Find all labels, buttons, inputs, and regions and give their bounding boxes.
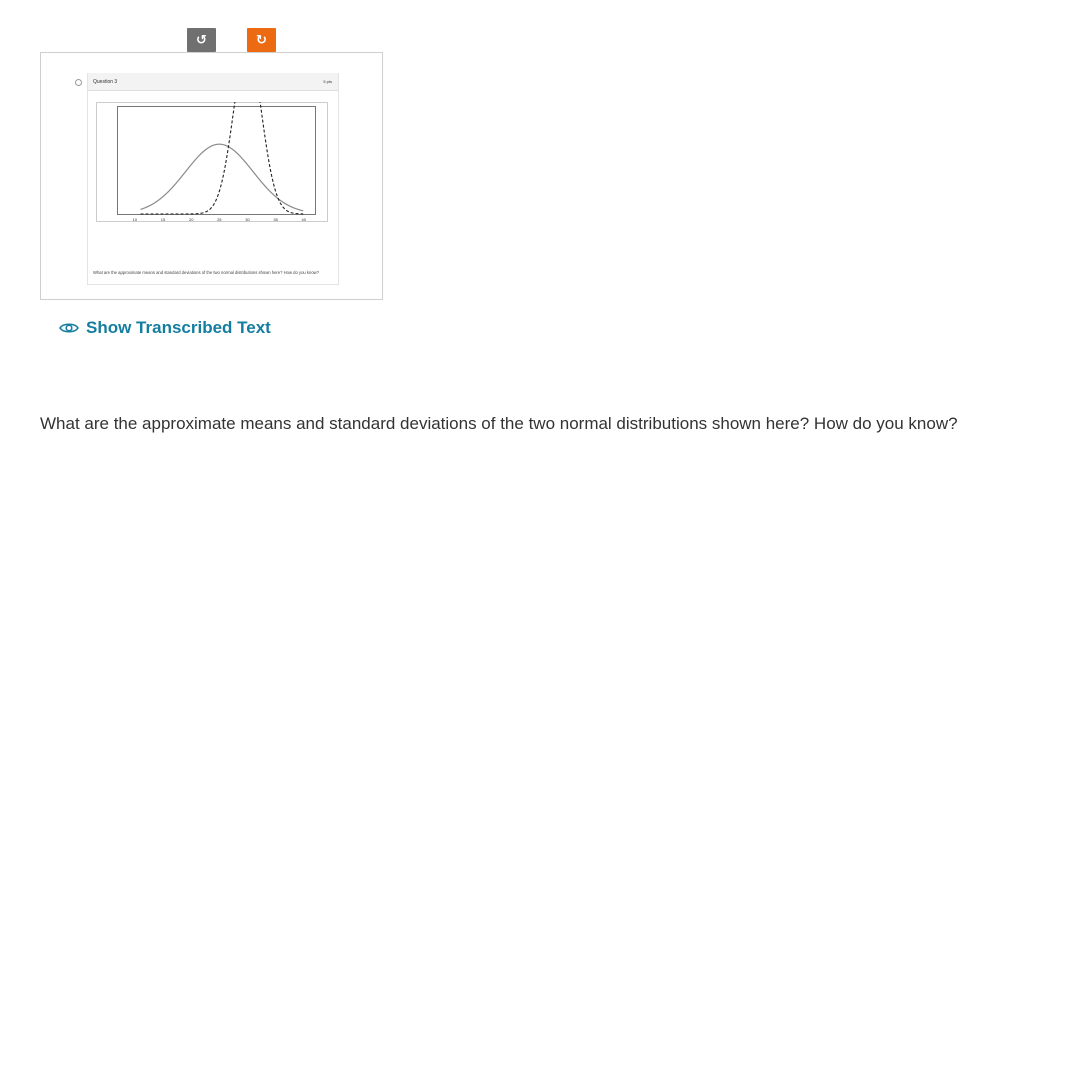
- normal-distribution-chart: [96, 102, 328, 222]
- x-tick-label: 40: [301, 217, 306, 222]
- question-card: [87, 73, 339, 285]
- question-radio-icon: [75, 79, 82, 86]
- question-header: [88, 73, 338, 91]
- rotate-clockwise-icon: ↻: [256, 32, 267, 48]
- question-points: 5 pts: [323, 79, 332, 84]
- x-tick-label: 30: [245, 217, 250, 222]
- rotate-right-button[interactable]: [247, 28, 276, 52]
- x-tick-label: 10: [132, 217, 138, 222]
- rotate-left-button[interactable]: [187, 28, 216, 52]
- eye-icon: [59, 321, 79, 335]
- show-transcribed-text-label: Show Transcribed Text: [86, 318, 271, 337]
- question-text: What are the approximate means and standard deviations of the two normal distributions shown here? How do you know?: [40, 414, 958, 433]
- show-transcribed-text-link[interactable]: [59, 318, 271, 338]
- x-tick-label: 20: [188, 217, 194, 222]
- question-title: Question 3: [93, 79, 118, 85]
- x-tick-label: 35: [273, 217, 278, 222]
- question-prompt-small: What are the approximate means and standard deviations of the two normal distributions shown here? How do you know?: [93, 270, 320, 275]
- question-image-thumbnail[interactable]: [40, 52, 383, 300]
- rotate-counterclockwise-icon: ↺: [196, 32, 207, 48]
- x-tick-label: 15: [160, 217, 166, 222]
- x-tick-label: 25: [217, 217, 222, 222]
